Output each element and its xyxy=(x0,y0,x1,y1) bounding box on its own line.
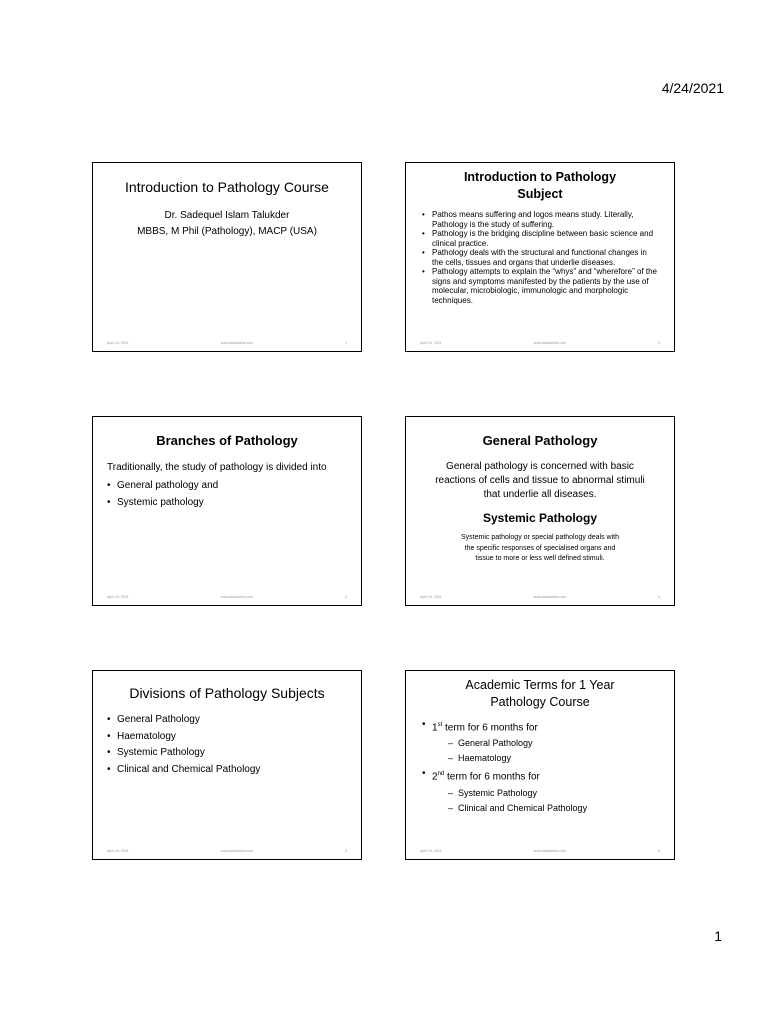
footer-number: 6 xyxy=(658,849,660,853)
slide-3 xyxy=(92,416,362,606)
footer-date: April 24, 2021 xyxy=(107,341,129,345)
slide-2 xyxy=(405,162,675,352)
list-item: • Pathology deals with the structural and functional changes in the cells, tissues and organs that underlie diseases. xyxy=(422,248,660,267)
list-item: • Pathology attempts to explain the “whys” and “wherefore” of the signs and symptoms manifested by the patients by the use of molecular, microbiologic, immunologic and morphologic techniques. xyxy=(422,267,660,305)
credentials-line: MBBS, M Phil (Pathology), MACP (USA) xyxy=(137,226,317,237)
slide-footer xyxy=(420,341,660,345)
footer-number: 4 xyxy=(658,595,660,599)
slide-title: General Pathology xyxy=(482,433,598,448)
term-2: • 2nd term for 6 months for xyxy=(422,768,540,783)
bullet-list xyxy=(107,712,347,778)
term-number: 2 xyxy=(432,771,438,783)
list-item: • General Pathology xyxy=(107,712,347,729)
term-text: term for 6 months for xyxy=(442,722,538,734)
slide-footer xyxy=(107,595,347,599)
slide-4 xyxy=(405,416,675,606)
list-item: • Systemic Pathology xyxy=(107,745,347,762)
footer-number: 5 xyxy=(345,849,347,853)
page-date: 4/24/2021 xyxy=(661,80,724,96)
term-1: • 1st term for 6 months for xyxy=(422,719,538,734)
footer-number: 1 xyxy=(345,341,347,345)
slide-title: Introduction to Pathology Course xyxy=(125,179,329,195)
footer-date: April 24, 2021 xyxy=(107,595,129,599)
list-item: – Systemic Pathology xyxy=(448,786,660,801)
terms-list xyxy=(420,717,660,816)
footer-number: 3 xyxy=(345,595,347,599)
footer-date: April 24, 2021 xyxy=(107,849,129,853)
slide-title: Divisions of Pathology Subjects xyxy=(129,685,325,701)
sub-list xyxy=(420,786,660,816)
list-item: – Haematology xyxy=(448,751,660,766)
slide-6 xyxy=(405,670,675,860)
term-number: 1 xyxy=(432,722,438,734)
bullet-list xyxy=(422,210,660,305)
term-text: term for 6 months for xyxy=(444,771,540,783)
list-item: • General pathology and xyxy=(107,477,347,494)
list-item: • Pathos means suffering and logos means study. Literally, Pathology is the study of suffering. xyxy=(422,210,660,229)
list-item: – General Pathology xyxy=(448,736,660,751)
footer-site: www.talukderbd.com xyxy=(533,595,566,599)
footer-site: www.talukderbd.com xyxy=(220,849,253,853)
list-item: • Clinical and Chemical Pathology xyxy=(107,762,347,779)
footer-site: www.talukderbd.com xyxy=(220,595,253,599)
footer-site: www.talukderbd.com xyxy=(220,341,253,345)
list-item: • Haematology xyxy=(107,729,347,746)
slide-footer xyxy=(420,849,660,853)
slide-title: Branches of Pathology xyxy=(156,433,298,448)
sub-list xyxy=(420,736,660,766)
term-ordinal: st xyxy=(437,722,443,728)
list-item: • Systemic pathology xyxy=(107,494,347,511)
slide-1 xyxy=(92,162,362,352)
slide-footer xyxy=(420,595,660,599)
footer-number: 2 xyxy=(658,341,660,345)
footer-date: April 24, 2021 xyxy=(420,595,442,599)
slide-5 xyxy=(92,670,362,860)
footer-date: April 24, 2021 xyxy=(420,849,442,853)
footer-site: www.talukderbd.com xyxy=(533,341,566,345)
page-number: 1 xyxy=(714,928,722,944)
systemic-pathology-text: Systemic pathology or special pathology deals with the specific responses of specialised organs and tissue to more or less well defined stimuli. xyxy=(461,534,619,562)
term-ordinal: nd xyxy=(437,771,445,778)
slide-title: Introduction to Pathology Subject xyxy=(463,170,617,201)
list-item: • Pathology is the bridging discipline between basic science and clinical practice. xyxy=(422,229,660,248)
intro-text: Traditionally, the study of pathology is divided into xyxy=(107,462,327,473)
bullet-list xyxy=(107,477,347,511)
general-pathology-text: General pathology is concerned with basic reactions of cells and tissue to abnormal stimuli that underlie all diseases. xyxy=(435,461,645,500)
footer-site: www.talukderbd.com xyxy=(533,849,566,853)
footer-date: April 24, 2021 xyxy=(420,341,442,345)
slide-subtitle: Systemic Pathology xyxy=(482,511,598,525)
slide-footer xyxy=(107,849,347,853)
author-line: Dr. Sadequel Islam Talukder xyxy=(164,210,290,221)
slide-title: Academic Terms for 1 Year Pathology Course xyxy=(465,678,615,709)
list-item: – Clinical and Chemical Pathology xyxy=(448,801,660,816)
slide-footer xyxy=(107,341,347,345)
